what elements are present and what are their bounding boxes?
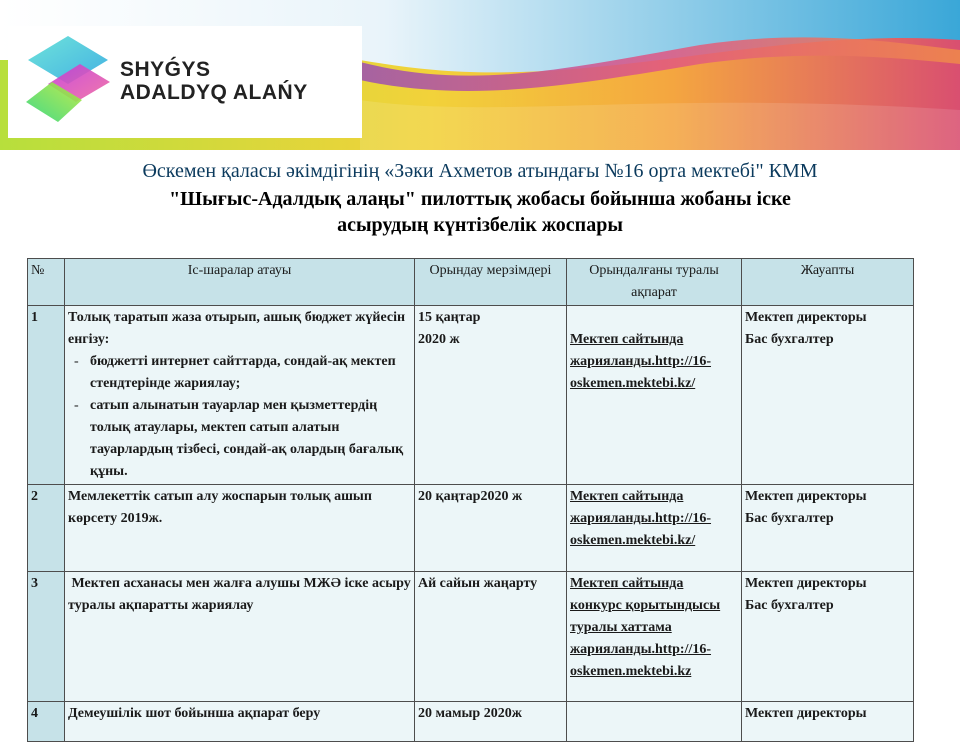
row-info bbox=[567, 485, 742, 572]
table-row bbox=[28, 306, 914, 485]
title-line-3: асырудың күнтізбелік жоспары bbox=[337, 214, 623, 236]
activity-bullet-list bbox=[68, 351, 411, 483]
row-number: 1 bbox=[28, 306, 65, 485]
logo-text-line1: SHYǴYS bbox=[120, 58, 211, 81]
title-line-2: "Шығыс-Адалдық алаңы" пилоттық жобасы бойынша жобаны іске bbox=[169, 188, 791, 210]
row-info bbox=[567, 306, 742, 485]
logo[interactable] bbox=[8, 26, 362, 138]
table-row bbox=[28, 702, 914, 742]
row-responsible: Мектеп директоры Бас бухгалтер bbox=[742, 572, 914, 702]
header-deadline: Орындау мерзімдері bbox=[415, 259, 567, 306]
plan-table bbox=[27, 258, 914, 742]
row-number: 4 bbox=[28, 702, 65, 742]
row-info bbox=[567, 702, 742, 742]
row-deadline: 20 қаңтар2020 ж bbox=[415, 485, 567, 572]
page-title bbox=[0, 156, 960, 238]
info-link[interactable]: Мектеп сайтында конкурс қорытындысы туралы хаттама жарияланды.http://16-oskemen.mektebi.kz bbox=[570, 576, 721, 679]
row-responsible: Мектеп директоры Бас бухгалтер bbox=[742, 485, 914, 572]
info-link[interactable]: Мектеп сайтында жарияланды.http://16-oskemen.mektebi.kz/ bbox=[570, 489, 712, 548]
row-activity bbox=[65, 306, 415, 485]
header-banner bbox=[0, 0, 960, 150]
table-header-row bbox=[28, 259, 914, 306]
table-row bbox=[28, 485, 914, 572]
row-info bbox=[567, 572, 742, 702]
list-item: - бюджетті интернет сайттарда, сондай-ақ мектеп стендтерінде жариялау; bbox=[68, 351, 411, 395]
header-execution-info: Орындалғаны туралы ақпарат bbox=[567, 259, 742, 306]
row-number: 3 bbox=[28, 572, 65, 702]
row-deadline: 20 мамыр 2020ж bbox=[415, 702, 567, 742]
row-activity: Мемлекеттік сатып алу жоспарын толық ашып көрсету 2019ж. bbox=[65, 485, 415, 572]
row-responsible: Мектеп директоры bbox=[742, 702, 914, 742]
row-activity: Мектеп асханасы мен жалға алушы МЖӘ іске асыру туралы ақпаратты жариялау bbox=[65, 572, 415, 702]
row-number: 2 bbox=[28, 485, 65, 572]
header-responsible: Жауапты bbox=[742, 259, 914, 306]
info-link[interactable]: Мектеп сайтында жарияланды.http://16-oskemen.mektebi.kz/ bbox=[570, 332, 712, 391]
activity-text: Толық таратып жаза отырып, ашық бюджет жүйесін енгізу: bbox=[68, 310, 406, 347]
logo-mark-icon bbox=[18, 30, 118, 134]
logo-wordmark bbox=[120, 58, 308, 104]
logo-text-line2: ADALDYQ ALAŃY bbox=[120, 81, 308, 104]
header-activity-name: Іс-шаралар атауы bbox=[65, 259, 415, 306]
list-item: - сатып алынатын тауарлар мен қызметтердің толық атаулары, мектеп сатып алатын тауарлардың тізбесі, сондай-ақ олардың бағалық құны. bbox=[68, 395, 411, 483]
row-activity: Демеушілік шот бойынша ақпарат беру bbox=[65, 702, 415, 742]
table-row bbox=[28, 572, 914, 702]
header-number: № bbox=[28, 259, 65, 306]
row-deadline: 15 қаңтар 2020 ж bbox=[415, 306, 567, 485]
row-deadline: Ай сайын жаңарту bbox=[415, 572, 567, 702]
title-line-1: Өскемен қаласы әкімдігінің «Зәки Ахметов атындағы №16 орта мектебі" КММ bbox=[142, 160, 818, 182]
row-responsible: Мектеп директоры Бас бухгалтер bbox=[742, 306, 914, 485]
